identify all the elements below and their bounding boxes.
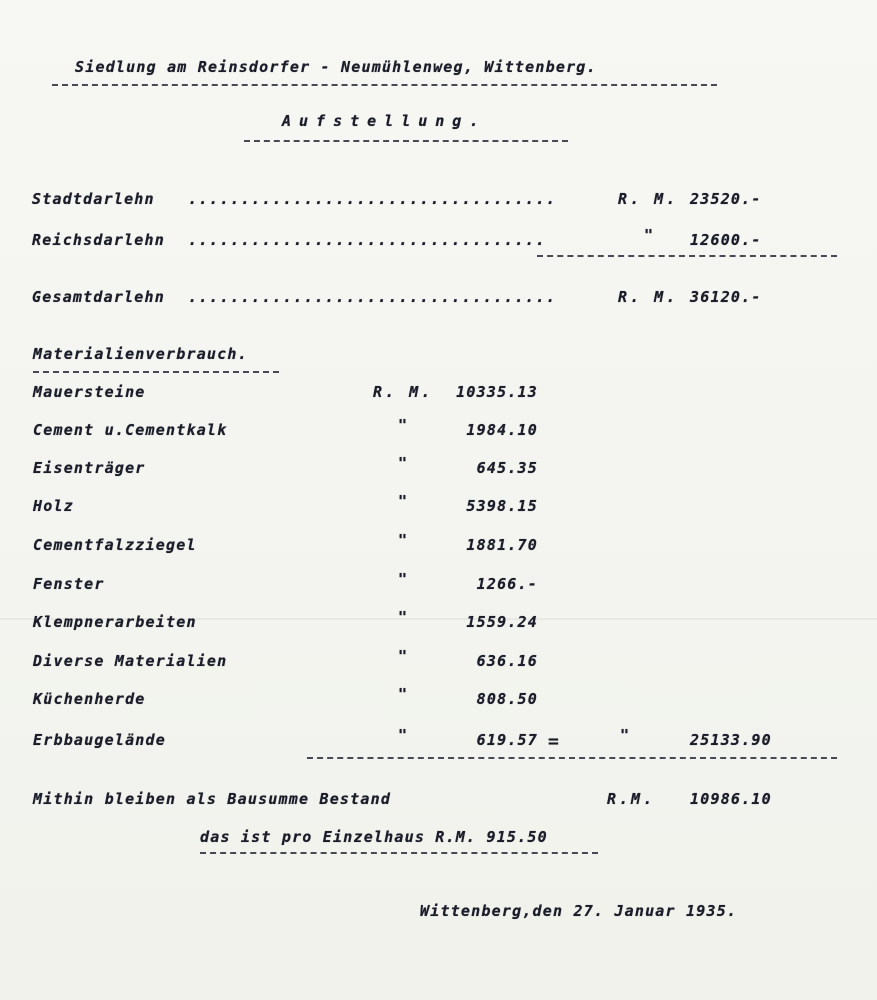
material-amount: 1984.10	[466, 421, 538, 439]
document-subtitle: Aufstellung.	[282, 112, 487, 130]
material-amount: 636.16	[476, 652, 538, 670]
loan-currency: R. M.	[618, 190, 679, 208]
material-label: Eisenträger	[33, 459, 146, 477]
leader-dots: ...................................	[188, 190, 557, 208]
material-amount: 645.35	[476, 459, 538, 477]
document-title: Siedlung am Reinsdorfer - Neumühlenweg, Wittenberg.	[75, 58, 597, 76]
loan-amount: 12600.-	[690, 231, 762, 249]
title-underline	[52, 84, 717, 86]
material-amount: 1559.24	[466, 613, 538, 631]
leader-dots: ...................................	[188, 288, 557, 306]
material-label: Klempnerarbeiten	[33, 613, 197, 631]
per-house-underline	[200, 852, 598, 854]
material-currency: "	[398, 726, 409, 744]
material-currency: "	[398, 492, 409, 510]
remainder-amount: 10986.10	[690, 790, 772, 808]
loan-label: Reichsdarlehn	[32, 231, 165, 249]
material-label: Fenster	[33, 575, 105, 593]
per-house-line: das ist pro Einzelhaus R.M. 915.50	[200, 828, 548, 846]
materials-sum-amount: 25133.90	[690, 731, 772, 749]
material-amount: 808.50	[476, 690, 538, 708]
material-amount: 10335.13	[456, 383, 538, 401]
material-label: Diverse Materialien	[33, 652, 228, 670]
sum-equals-sign: =	[548, 731, 561, 752]
remainder-label: Mithin bleiben als Bausumme Bestand	[33, 790, 392, 808]
material-amount: 1266.-	[476, 575, 538, 593]
material-label: Mauersteine	[33, 383, 146, 401]
material-currency: "	[398, 608, 409, 626]
materials-heading: Materialienverbrauch.	[33, 345, 248, 363]
material-label: Küchenherde	[33, 690, 146, 708]
material-label: Erbbaugelände	[33, 731, 166, 749]
material-label: Cement u.Cementkalk	[33, 421, 228, 439]
material-currency: "	[398, 531, 409, 549]
total-loan-label: Gesamtdarlehn	[32, 288, 165, 306]
material-currency: "	[398, 685, 409, 703]
material-label: Holz	[33, 497, 74, 515]
remainder-currency: R.M.	[607, 790, 656, 808]
material-label: Cementfalzziegel	[33, 536, 197, 554]
material-currency: R. M.	[373, 383, 434, 401]
leader-dots: ..................................	[188, 231, 547, 249]
loan-sum-line	[537, 255, 837, 257]
material-currency: "	[398, 454, 409, 472]
material-currency: "	[398, 416, 409, 434]
material-amount: 5398.15	[466, 497, 538, 515]
total-loan-currency: R. M.	[618, 288, 679, 306]
materials-heading-underline	[33, 371, 279, 373]
material-currency: "	[398, 647, 409, 665]
loan-label: Stadtdarlehn	[32, 190, 155, 208]
material-currency: "	[398, 570, 409, 588]
materials-sum-currency: "	[620, 726, 631, 744]
subtitle-underline	[244, 140, 568, 142]
material-amount: 1881.70	[466, 536, 538, 554]
materials-sum-line	[307, 757, 837, 759]
loan-currency: "	[644, 226, 655, 244]
material-amount: 619.57	[476, 731, 538, 749]
place-date: Wittenberg,den 27. Januar 1935.	[420, 902, 738, 920]
loan-amount: 23520.-	[690, 190, 762, 208]
total-loan-amount: 36120.-	[690, 288, 762, 306]
